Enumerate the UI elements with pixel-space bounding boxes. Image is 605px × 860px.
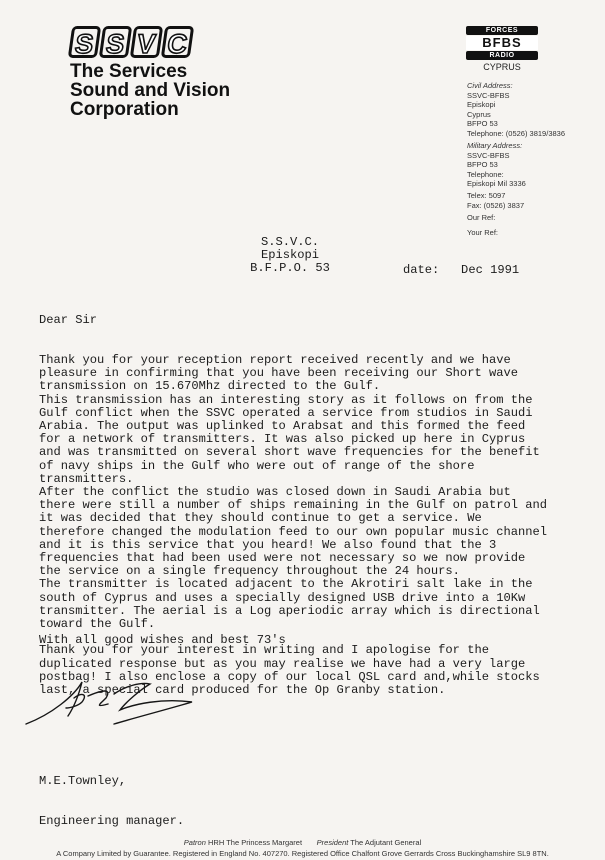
address-line: BFPO 53 [467, 160, 498, 169]
bfbs-radio: RADIO [466, 51, 538, 60]
address-line: BFPO 53 [467, 119, 498, 128]
bfbs-logo [466, 25, 538, 73]
body-text: Thank you for your reception report received recently and we have pleasure in confirming that you have been receiving our Short wave transmission on 15.670Mhz directed to the Gulf. This transmission has an interesting story as it follows on from the Gulf conflict when the SSVC operated a service from studios in Saudi Arabia. The output was uplinked to Arabsat and this formed the feed for a network of transmitters. It was also picked up here in Cyprus and was transmitted on several short wave frequencies for the benefit of navy ships in the Gulf who were out of range of the shore transmitters. After the conflict the studio was closed down in Saudi Arabia but there were still a number of ships remaining in the Gulf on patrol and it was decided that they should continue to get a service. We therefore changed the modulation feed to our own popular music channel and it is this service that you heard! We also found that the 3 frequencies that had been used were not necessary so we now provide the service on a single frequency throughout the 24 hours. The transmitter is located adjacent to the Akrotiri salt lake in the south of Cyprus and uses a specially designed USB drive into a 10Kw transmitter. The aerial is a Log aperiodic array which is directional toward the Gulf. Thank you for your interest in writing and I apologise for the duplicated response but as you may realise we have had a very large postbag! I also enclose a copy of our local QSL card and,while stocks last, a special card produced for the Op Granby station. [39, 353, 548, 698]
telex: Telex: 5097 [467, 191, 506, 200]
address-line: SSVC-BFBS [467, 90, 510, 100]
our-ref: Our Ref: [467, 213, 496, 222]
address-line: SSVC-BFBS [467, 150, 510, 160]
fax: Fax: (0526) 3837 [467, 200, 525, 210]
address-heading: Civil Address: [467, 81, 513, 90]
letter-date: date: Dec 1991 [403, 263, 520, 277]
military-address [467, 141, 526, 189]
signer-title: Engineering manager. [39, 814, 185, 829]
your-ref: Your Ref: [467, 228, 498, 237]
address-line: Telephone: [467, 169, 504, 179]
salutation: Dear Sir [39, 313, 98, 328]
handwritten-signature [22, 668, 222, 738]
logo-letter: V [130, 26, 163, 58]
org-line: Corporation [70, 99, 179, 120]
signer-block [39, 749, 184, 841]
president: The Adjutant General [350, 838, 422, 847]
organisation-name [70, 62, 230, 119]
patron: HRH The Princess Margaret [208, 838, 303, 847]
bfbs-cyprus: CYPRUS [483, 62, 521, 72]
logo-letter: C [161, 26, 194, 58]
address-line: Episkopi [467, 100, 496, 109]
president-label: President [316, 838, 349, 847]
footer-company: A Company Limited by Guarantee. Registered in England No. 407270. Registered Office Chalfont Grove Gerrards Cross Buckinghamshire SL9 8TN. [56, 849, 549, 858]
civil-address [467, 81, 565, 138]
footer-patrons [0, 838, 605, 848]
heading-line: B.F.P.O. 53 [250, 261, 330, 276]
patron-label: Patron [183, 838, 206, 847]
address-heading: Military Address: [467, 141, 523, 150]
address-line: Episkopi Mil 3336 [467, 179, 526, 188]
letter-heading [230, 236, 350, 276]
closing: With all good wishes and best 73's [39, 633, 286, 647]
heading-line: S.S.V.C. Episkopi [260, 235, 320, 263]
logo-letter: S [68, 26, 101, 58]
org-line: The Services [70, 61, 188, 82]
address-line: Cyprus [467, 109, 491, 119]
ssvc-logo [70, 26, 192, 58]
address-line: Telephone: (0526) 3819/3836 [467, 128, 565, 138]
contact-numbers [467, 191, 524, 210]
bfbs-forces: FORCES [466, 26, 538, 35]
org-line: Sound and Vision [70, 80, 231, 101]
signer-name: M.E.Townley, [39, 774, 127, 789]
bfbs-mark [466, 36, 538, 50]
logo-letter: S [99, 26, 132, 58]
bfbs-mark-text: BFBS [482, 35, 522, 50]
